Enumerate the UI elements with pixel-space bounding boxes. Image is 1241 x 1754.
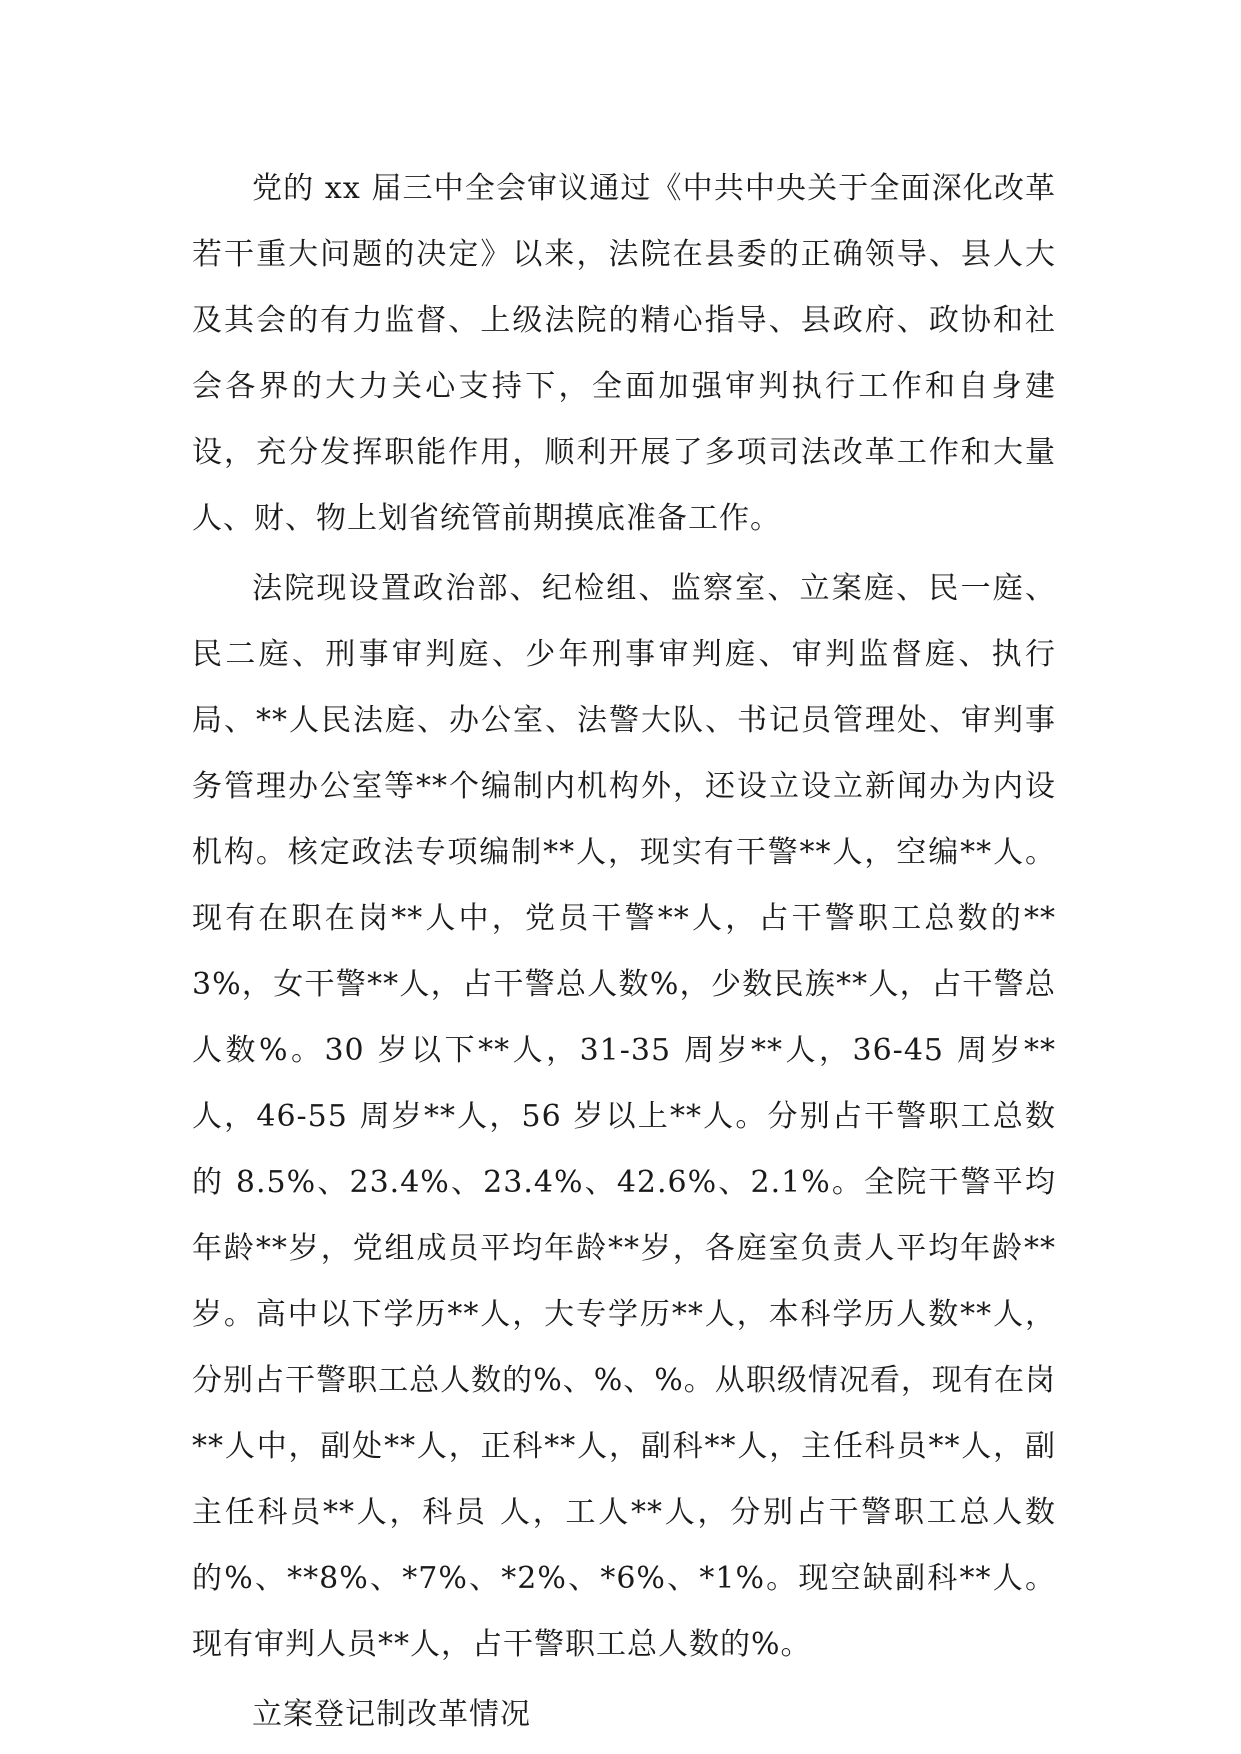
document-body — [192, 156, 1056, 1748]
paragraph-intro: 党的 xx 届三中全会审议通过《中共中央关于全面深化改革若干重大问题的决定》以来，法院在县委的正确领导、县人大及其会的有力监督、上级法院的精心指导、县政府、政协和社会各界的大力关心支持下，全面加强审判执行工作和自身建设，充分发挥职能作用，顺利开展了多项司法改革工作和大量人、财、物上划省统管前期摸底准备工作。 — [192, 171, 1056, 536]
section-heading: 立案登记制改革情况 — [252, 1697, 531, 1732]
paragraph-court-staffing: 法院现设置政治部、纪检组、监察室、立案庭、民一庭、民二庭、刑事审判庭、少年刑事审判庭、审判监督庭、执行局、**人民法庭、办公室、法警大队、书记员管理处、审判事务管理办公室等**个编制内机构外，还设立设立新闻办为内设机构。核定政法专项编制**人，现实有干警**人，空编**人。现有在职在岗**人中，党员干警**人，占干警职工总数的**3%，女干警**人，占干警总人数%，少数民族**人，占干警总人数%。30 岁以下**人，31-35 周岁**人，36-45 周岁**人，46-55 周岁**人，56 岁以上**人。分别占干警职工总数的 8.5%、23.4%、23.4%、42.6%、2.1%。全院干警平均年龄**岁，党组成员平均年龄**岁，各庭室负责人平均年龄**岁。高中以下学历**人，大专学历**人，本科学历人数**人，分别占干警职工总人数的%、%、%。从职级情况看，现有在岗**人中，副处**人，正科**人，副科**人，主任科员**人，副主任科员**人，科员 人，工人**人，分别占干警职工总人数的%、**8%、*7%、*2%、*6%、*1%。现空缺副科**人。现有审判人员**人，占干警职工总人数的%。 — [192, 571, 1056, 1662]
